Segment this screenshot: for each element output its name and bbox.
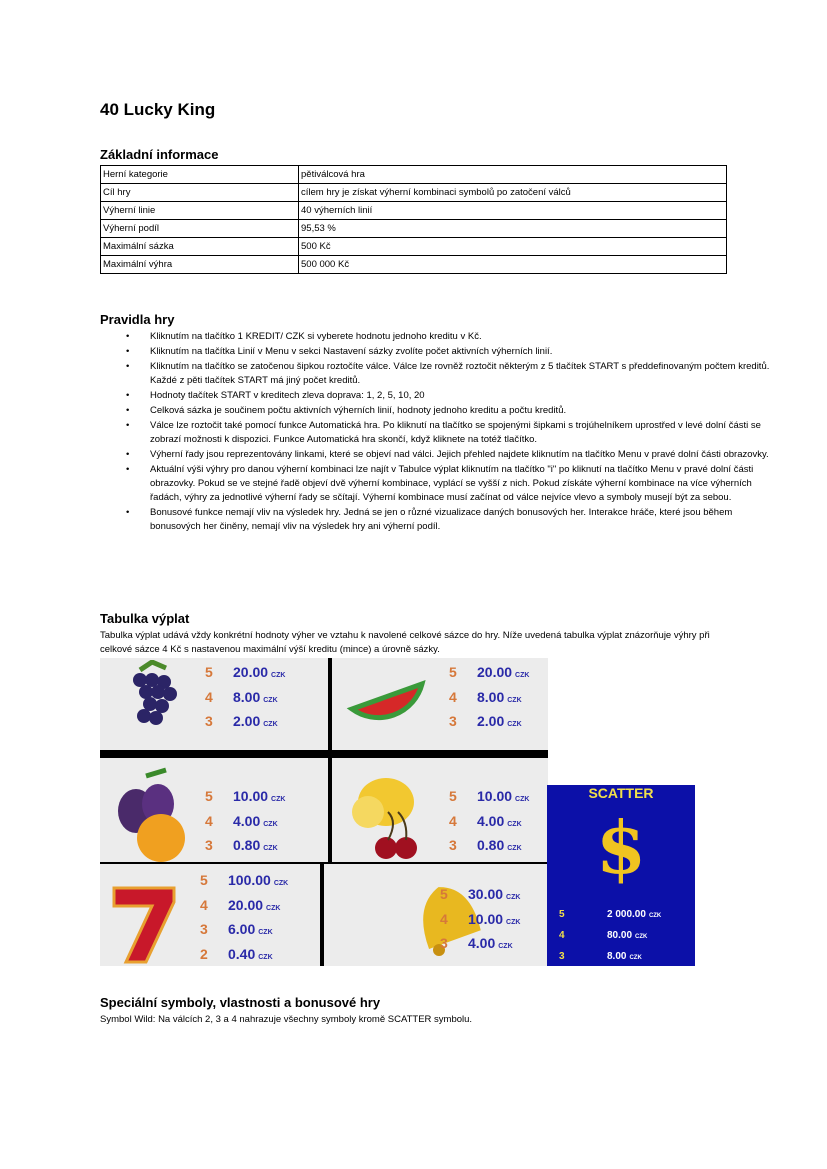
special-heading: Speciální symboly, vlastnosti a bonusové hry bbox=[100, 995, 381, 1010]
pay-amount: 10.00 bbox=[233, 788, 269, 804]
symbol-count: 3 bbox=[205, 837, 213, 853]
pay-line bbox=[205, 788, 285, 804]
currency: CZK bbox=[507, 845, 522, 852]
rule-item: • Hodnoty tlačítek START v kreditech zleva doprava: 1, 2, 5, 10, 20 bbox=[150, 389, 785, 403]
currency: CZK bbox=[507, 696, 522, 704]
info-value: pětiválcová hra bbox=[299, 166, 727, 184]
plum-orange-icon bbox=[106, 766, 206, 871]
info-value: 40 výherních linií bbox=[299, 202, 727, 220]
info-label: Herní kategorie bbox=[101, 166, 299, 184]
seven-icon bbox=[106, 878, 186, 973]
rule-item: • Bonusové funkce nemají vliv na výsledek hry. Jedná se jen o různé vizualizace daných bonusových her. Interakce hráče, které jsou během bonusových her činěny, nemají vliv na výsledek hry ani výherní podíl. bbox=[150, 506, 785, 534]
paytable-cell-lemon-cherry bbox=[332, 758, 548, 862]
info-value: cílem hry je získat výherní kombinaci symbolů po zatočení válců bbox=[299, 184, 727, 202]
rule-item: • Kliknutím na tlačítko se zatočenou šipkou roztočíte válce. Válce lze rovněž roztočit některým z 5 tlačítek START s předdefinovaným počtem kreditů. Každé z pěti tlačítek START má jiný počet kreditů. bbox=[150, 360, 785, 388]
symbol-count: 3 bbox=[449, 713, 457, 729]
symbol-count: 5 bbox=[440, 886, 448, 902]
symbol-count: 5 bbox=[449, 788, 457, 804]
pay-amount: 2.00 bbox=[233, 713, 261, 729]
currency: CZK bbox=[507, 820, 522, 828]
pay-line bbox=[449, 788, 529, 804]
symbol-count: 3 bbox=[200, 921, 208, 937]
currency: CZK bbox=[506, 894, 521, 901]
scatter-pay-line bbox=[559, 930, 647, 941]
info-heading: Základní informace bbox=[100, 147, 219, 162]
pay-amount: 20.00 bbox=[228, 896, 264, 913]
info-value: 500 000 Kč bbox=[299, 256, 727, 274]
info-row bbox=[101, 166, 727, 184]
pay-amount: 8.00 bbox=[477, 688, 505, 705]
paytable-image bbox=[100, 658, 548, 966]
currency: CZK bbox=[629, 955, 642, 961]
pay-amount: 10.00 bbox=[468, 910, 504, 927]
currency: CZK bbox=[258, 953, 273, 961]
currency: CZK bbox=[258, 929, 273, 936]
pay-amount: 8.00 bbox=[607, 951, 627, 962]
currency: CZK bbox=[263, 845, 278, 852]
pay-line bbox=[205, 689, 278, 705]
info-label: Cíl hry bbox=[101, 184, 299, 202]
currency: CZK bbox=[515, 796, 530, 803]
info-value: 500 Kč bbox=[299, 238, 727, 256]
symbol-count: 3 bbox=[449, 837, 457, 853]
pay-amount: 30.00 bbox=[468, 886, 504, 902]
pay-amount: 10.00 bbox=[477, 788, 513, 804]
pay-amount: 6.00 bbox=[228, 921, 256, 937]
pay-line bbox=[200, 897, 280, 913]
pay-line bbox=[205, 813, 278, 829]
symbol-count: 4 bbox=[449, 812, 457, 829]
paytable-description: Tabulka výplat udává vždy konkrétní hodnoty výher ve vztahu k navolené celkové sázce do hry. Níže uvedená tabulka výplat znázorňuje výhry při celkové sázce 4 Kč s nastavenou maximální výší kreditu (mince) a úrovně sázky. bbox=[100, 630, 710, 655]
paytable-cell-plum-orange bbox=[100, 758, 328, 862]
currency: CZK bbox=[498, 943, 513, 950]
paytable-cell-watermelon bbox=[332, 658, 548, 750]
currency: CZK bbox=[507, 721, 522, 728]
currency: CZK bbox=[515, 672, 530, 679]
pay-line bbox=[200, 921, 273, 937]
pay-amount: 0.80 bbox=[233, 837, 261, 853]
currency: CZK bbox=[263, 820, 278, 828]
symbol-count: 3 bbox=[559, 951, 565, 962]
pay-amount: 0.80 bbox=[477, 837, 505, 853]
symbol-count: 5 bbox=[559, 909, 565, 920]
pay-amount: 100.00 bbox=[228, 872, 271, 888]
pay-line bbox=[449, 664, 529, 680]
info-table bbox=[100, 165, 727, 274]
info-label: Výherní podíl bbox=[101, 220, 299, 238]
scatter-label: SCATTER bbox=[588, 785, 654, 801]
symbol-count: 4 bbox=[440, 910, 448, 927]
pay-amount: 4.00 bbox=[468, 935, 496, 951]
pay-line bbox=[205, 713, 278, 729]
symbol-count: 5 bbox=[449, 664, 457, 680]
special-text: Symbol Wild: Na válcích 2, 3 a 4 nahrazuje všechny symboly kromě SCATTER symbolu. bbox=[100, 1014, 473, 1025]
info-row bbox=[101, 202, 727, 220]
info-row bbox=[101, 256, 727, 274]
info-label: Výherní linie bbox=[101, 202, 299, 220]
pay-amount: 80.00 bbox=[607, 930, 633, 941]
currency: CZK bbox=[263, 721, 278, 728]
page-title: 40 Lucky King bbox=[100, 100, 216, 119]
pay-line bbox=[449, 837, 522, 853]
pay-line bbox=[205, 664, 285, 680]
rule-item: • Válce lze roztočit také pomocí funkce Automatická hra. Po kliknutí na tlačítko se spojenými šipkami s trojúhelníkem uprostřed v levé dolní části se zobrazí možnosti k dispozici. Funkce Automatická hra skončí, když kliknete na totéž tlačítko. bbox=[150, 419, 785, 447]
pay-line bbox=[440, 886, 520, 902]
pay-line bbox=[440, 935, 513, 951]
currency: CZK bbox=[263, 696, 278, 704]
lemon-cherry-icon bbox=[338, 762, 438, 867]
pay-amount: 2.00 bbox=[477, 713, 505, 729]
scatter-pay-line bbox=[559, 951, 642, 962]
pay-amount: 8.00 bbox=[233, 688, 261, 705]
symbol-count: 5 bbox=[200, 872, 208, 888]
pay-line bbox=[440, 911, 520, 927]
paytable-cell-bell bbox=[324, 864, 548, 966]
symbol-count: 2 bbox=[200, 945, 208, 962]
scatter-panel bbox=[547, 785, 695, 966]
pay-line bbox=[449, 713, 522, 729]
dollar-icon: $ bbox=[595, 805, 647, 890]
rule-item: • Aktuální výši výhry pro danou výherní kombinaci lze najít v Tabulce výplat kliknutím na tlačítko "i" po kliknutí na tlačítko Menu v pravé dolní části obrazovky. Pokud se ve stejné řadě objeví dvě výherní kombinace, vyplácí se vyšší z nich. Pokud získáte výherní kombinace na více výherních řadách, výhry za jednotlivé výherní řady se sčítají. Výherní kombinace musí začínat od válce nejvíce vlevo a symboly musejí být za sebou. bbox=[150, 463, 785, 505]
currency: CZK bbox=[635, 934, 648, 940]
symbol-count: 3 bbox=[205, 713, 213, 729]
pay-amount: 2 000.00 bbox=[607, 909, 646, 920]
pay-amount: 20.00 bbox=[233, 664, 269, 680]
watermelon-icon bbox=[342, 664, 432, 749]
pay-line bbox=[205, 837, 278, 853]
info-label: Maximální výhra bbox=[101, 256, 299, 274]
symbol-count: 4 bbox=[205, 688, 213, 705]
currency: CZK bbox=[506, 918, 521, 926]
symbol-count: 3 bbox=[440, 935, 448, 951]
info-label: Maximální sázka bbox=[101, 238, 299, 256]
symbol-count: 4 bbox=[559, 930, 565, 941]
currency: CZK bbox=[271, 796, 286, 803]
pay-line bbox=[200, 872, 288, 888]
scatter-pay-line bbox=[559, 909, 661, 920]
pay-amount: 0.40 bbox=[228, 945, 256, 962]
pay-line bbox=[449, 689, 522, 705]
info-row bbox=[101, 184, 727, 202]
info-row bbox=[101, 238, 727, 256]
info-row bbox=[101, 220, 727, 238]
rule-item: • Kliknutím na tlačítka Linií v Menu v sekci Nastavení sázky zvolíte počet aktivních výherních linií. bbox=[150, 345, 785, 359]
grapes-icon bbox=[110, 660, 190, 745]
rule-item: • Celková sázka je součinem počtu aktivních výherních linií, hodnoty jednoho kreditu a počtu kreditů. bbox=[150, 404, 785, 418]
symbol-count: 5 bbox=[205, 664, 213, 680]
pay-amount: 20.00 bbox=[477, 664, 513, 680]
currency: CZK bbox=[273, 880, 289, 887]
pay-amount: 4.00 bbox=[477, 812, 505, 829]
pay-line bbox=[200, 946, 273, 962]
rules-list bbox=[100, 330, 785, 535]
rules-heading: Pravidla hry bbox=[100, 312, 175, 327]
paytable-cell-seven bbox=[100, 864, 320, 966]
symbol-count: 5 bbox=[205, 788, 213, 804]
currency: CZK bbox=[266, 904, 281, 912]
symbol-count: 4 bbox=[449, 688, 457, 705]
paytable-heading: Tabulka výplat bbox=[100, 611, 190, 626]
paytable-cell-grapes bbox=[100, 658, 328, 750]
rule-item: • Kliknutím na tlačítko 1 KREDIT/ CZK si vyberete hodnotu jednoho kreditu v Kč. bbox=[150, 330, 785, 344]
symbol-count: 4 bbox=[200, 896, 208, 913]
rule-item: • Výherní řady jsou reprezentovány linkami, které se objeví nad válci. Jejich přehled najdete kliknutím na tlačítko Menu v pravé dolní části obrazovky. bbox=[150, 448, 785, 462]
symbol-count: 4 bbox=[205, 812, 213, 829]
pay-amount: 4.00 bbox=[233, 812, 261, 829]
currency: CZK bbox=[648, 913, 662, 919]
pay-line bbox=[449, 813, 522, 829]
info-value: 95,53 % bbox=[299, 220, 727, 238]
currency: CZK bbox=[271, 672, 286, 679]
